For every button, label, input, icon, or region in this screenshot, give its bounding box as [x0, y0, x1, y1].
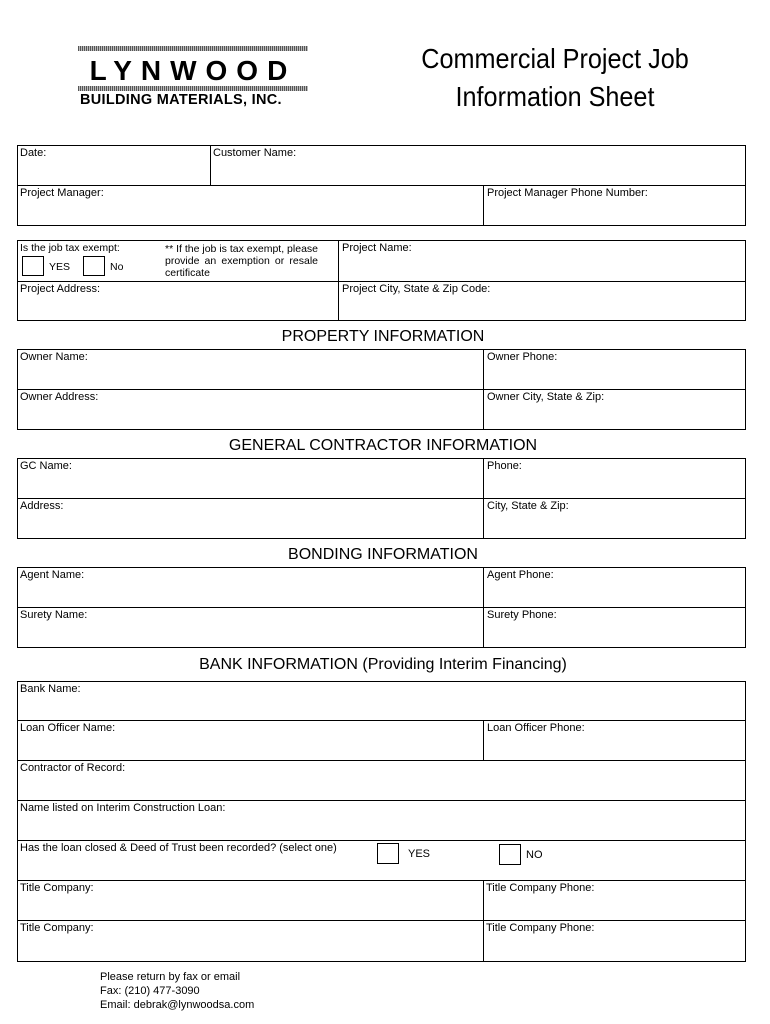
divider [483, 567, 484, 648]
logo-wordmark: LYNWOOD [89, 55, 297, 86]
gc-heading: GENERAL CONTRACTOR INFORMATION [228, 437, 538, 454]
interim-loan-name-field[interactable]: Name listed on Interim Construction Loan: [20, 802, 226, 814]
loan-officer-phone-field[interactable]: Loan Officer Phone: [487, 722, 585, 734]
title-company-field-2[interactable]: Title Company: [20, 922, 94, 934]
divider [17, 920, 746, 921]
title-line-1: Commercial Project Job [421, 43, 689, 74]
title-company-phone-field-1[interactable]: Title Company Phone: [486, 882, 595, 894]
project-address-field[interactable]: Project Address: [20, 283, 101, 295]
divider [483, 720, 484, 760]
divider [210, 145, 211, 185]
title-company-field-1[interactable]: Title Company: [20, 882, 94, 894]
fax-number: Fax: (210) 477-3090 [100, 985, 200, 997]
divider [17, 607, 746, 608]
divider [17, 840, 746, 841]
bank-name-field[interactable]: Bank Name: [20, 683, 81, 695]
logo-top-bar [78, 46, 308, 51]
owner-name-field[interactable]: Owner Name: [20, 351, 88, 363]
tax-exempt-note: ** If the job is tax exempt, please provide an exemption or resale certificate [165, 243, 318, 279]
customer-name-field[interactable]: Customer Name: [213, 147, 297, 159]
gc-city-field[interactable]: City, State & Zip: [487, 500, 569, 512]
title-line-2: Information Sheet [455, 81, 655, 112]
divider [17, 281, 746, 282]
divider [338, 240, 339, 321]
project-manager-field[interactable]: Project Manager: [20, 187, 104, 199]
project-city-field[interactable]: Project City, State & Zip Code: [342, 283, 491, 295]
tax-exempt-yes-checkbox[interactable] [22, 256, 44, 276]
tax-exempt-question: Is the job tax exempt: [20, 242, 120, 254]
bank-heading: BANK INFORMATION (Providing Interim Financing) [199, 656, 567, 673]
date-field[interactable]: Date: [20, 147, 47, 159]
logo-bottom-bar [78, 86, 308, 91]
loan-closed-question: Has the loan closed & Deed of Trust been recorded? (select one) [20, 842, 337, 854]
document-title [398, 40, 713, 116]
divider [17, 389, 746, 390]
loan-closed-no-label: NO [526, 849, 543, 861]
divider [17, 185, 746, 186]
project-manager-phone-field[interactable]: Project Manager Phone Number: [487, 187, 648, 199]
gc-address-field[interactable]: Address: [20, 500, 64, 512]
return-instructions [100, 970, 254, 1012]
loan-closed-no-checkbox[interactable] [499, 844, 521, 865]
gc-name-field[interactable]: GC Name: [20, 460, 72, 472]
owner-address-field[interactable]: Owner Address: [20, 391, 99, 403]
divider [17, 720, 746, 721]
title-company-phone-field-2[interactable]: Title Company Phone: [486, 922, 595, 934]
logo-subtitle: BUILDING MATERIALS, INC. [80, 92, 282, 108]
divider [483, 185, 484, 226]
tax-exempt-no-label: No [110, 261, 124, 273]
owner-phone-field[interactable]: Owner Phone: [487, 351, 558, 363]
project-name-field[interactable]: Project Name: [342, 242, 412, 254]
divider [483, 880, 484, 962]
divider [483, 349, 484, 430]
loan-closed-yes-label: YES [408, 848, 431, 860]
agent-phone-field[interactable]: Agent Phone: [487, 569, 554, 581]
surety-phone-field[interactable]: Surety Phone: [487, 609, 557, 621]
bonding-heading: BONDING INFORMATION [288, 546, 478, 563]
divider [17, 498, 746, 499]
loan-officer-name-field[interactable]: Loan Officer Name: [20, 722, 116, 734]
divider [17, 880, 746, 881]
return-instructions-line: Please return by fax or email [100, 971, 241, 983]
owner-city-field[interactable]: Owner City, State & Zip: [487, 391, 605, 403]
contractor-of-record-field[interactable]: Contractor of Record: [20, 762, 126, 774]
tax-exempt-no-checkbox[interactable] [83, 256, 105, 276]
divider [17, 760, 746, 761]
divider [17, 800, 746, 801]
gc-phone-field[interactable]: Phone: [487, 460, 522, 472]
divider [483, 458, 484, 539]
email-address[interactable]: Email: debrak@lynwoodsa.com [100, 999, 255, 1011]
surety-name-field[interactable]: Surety Name: [20, 609, 88, 621]
property-heading: PROPERTY INFORMATION [281, 328, 485, 345]
tax-exempt-yes-label: YES [49, 261, 71, 273]
agent-name-field[interactable]: Agent Name: [20, 569, 85, 581]
loan-closed-yes-checkbox[interactable] [377, 843, 399, 864]
company-logo [78, 46, 310, 112]
